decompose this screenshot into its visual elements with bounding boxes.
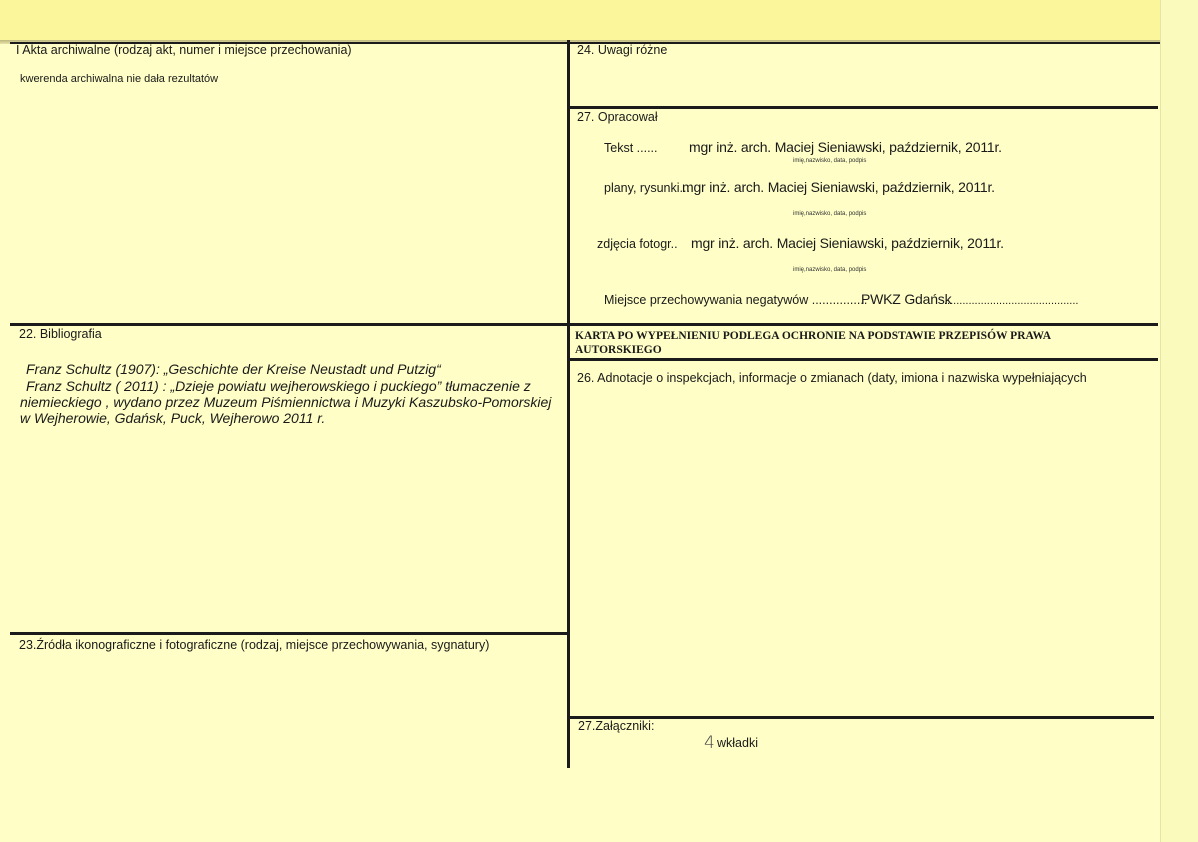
divider-opracowal [569, 106, 1158, 109]
tekst-value: mgr inż. arch. Maciej Sieniawski, październik, 2011r. [689, 139, 1002, 155]
divider-zrodla [10, 632, 569, 635]
bibliografia-entry-2: Franz Schultz ( 2011) : „Dzieje powiatu wejherowskiego i puckiego” tłumaczenie z [26, 378, 531, 394]
adnotacje-title: 26. Adnotacje o inspekcjach, informacje o zmianach (daty, imiona i nazwiska wypełniających [577, 371, 1087, 385]
bibliografia-entry-1: Franz Schultz (1907): „Geschichte der Kreise Neustadt und Putzig“ [26, 361, 441, 377]
divider-zalaczniki [569, 716, 1154, 719]
zalaczniki-count: 4 [704, 733, 715, 753]
right-paper-strip [1160, 0, 1198, 842]
bibliografia-entry-3: niemieckiego , wydano przez Muzeum Piśmiennictwa i Muzyki Kaszubsko-Pomorskiej [20, 394, 552, 410]
divider-bibliografia [10, 323, 569, 326]
center-divider [567, 40, 570, 768]
bibliografia-entry-4: w Wejherowie, Gdańsk, Puck, Wejherowo 2011 r. [20, 410, 326, 426]
akta-content: kwerenda archiwalna nie dała rezultatów [20, 73, 219, 85]
tekst-caption: imię,nazwisko, data, podpis [793, 158, 867, 164]
plany-label: plany, rysunki... [604, 181, 690, 195]
zdjecia-caption: imię,nazwisko, data, podpis [793, 267, 867, 273]
bibliografia-title: 22. Bibliografia [19, 327, 102, 341]
divider-adnotacje [569, 358, 1158, 361]
zalaczniki-value: wkładki [717, 736, 758, 750]
miejsce-value: PWKZ Gdańsk [861, 291, 952, 307]
karta-notice-line-1: KARTA PO WYPEŁNIENIU PODLEGA OCHRONIE NA PODSTAWIE PRZEPISÓW PRAWA [575, 330, 1052, 342]
miejsce-label: Miejsce przechowywania negatywów ................ [604, 293, 868, 307]
zdjecia-label: zdjęcia fotogr.. [597, 237, 678, 251]
tekst-label: Tekst ...... [604, 141, 658, 155]
plany-value: mgr inż. arch. Maciej Sieniawski, październik, 2011r. [682, 179, 995, 195]
plany-caption: imię,nazwisko, data, podpis [793, 211, 867, 217]
akta-title: I Akta archiwalne (rodzaj akt, numer i miejsce przechowania) [16, 43, 352, 57]
zdjecia-value: mgr inż. arch. Maciej Sieniawski, październik, 2011r. [691, 235, 1004, 251]
karta-notice-line-2: AUTORSKIEGO [575, 344, 662, 356]
zalaczniki-title: 27.Załączniki: [578, 719, 655, 733]
divider-karta [569, 323, 1158, 326]
top-band [0, 0, 1198, 44]
opracowal-title: 27. Opracował [577, 110, 658, 124]
zrodla-title: 23.Źródła ikonograficzne i fotograficzne (rodzaj, miejsce przechowywania, sygnatury) [19, 638, 490, 652]
uwagi-title: 24. Uwagi różne [577, 43, 668, 57]
miejsce-dots: ............................................ [944, 295, 1079, 307]
